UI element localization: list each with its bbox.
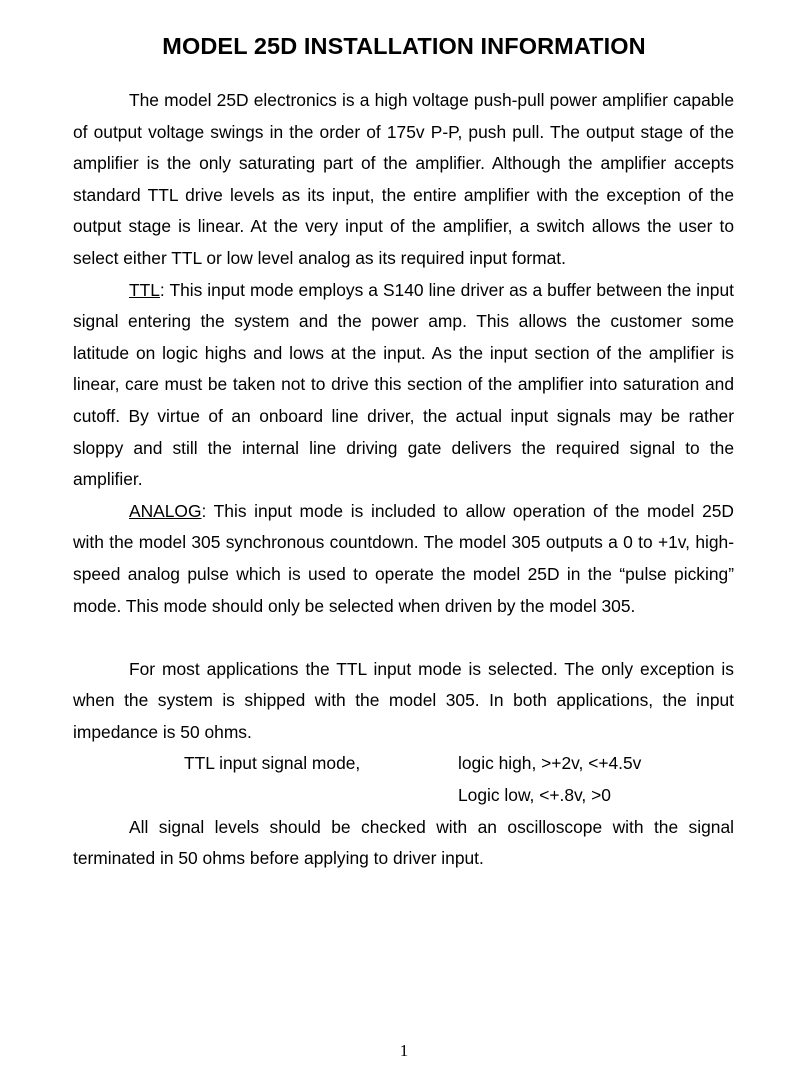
logic-high-spec: logic high, >+2v, <+4.5v [458, 753, 642, 774]
page-title: MODEL 25D INSTALLATION INFORMATION [162, 32, 646, 59]
analog-heading: ANALOG [129, 500, 202, 521]
closing-paragraph: All signal levels should be checked with an oscilloscope with the signal terminated in 50 ohms before applying to driver input. [73, 816, 734, 869]
signal-spec-low-row [73, 780, 734, 812]
intro-paragraph: The model 25D electronics is a high voltage push-pull power amplifier capable of output voltage swings in the order of 175v P-P, push pull. The output stage of the amplifier is the only saturating part of the amplifier. Although the amplifier accepts standard TTL drive levels as its input, the entire amplifier with the exception of the output stage is linear. At the very input of the amplifier, a switch allows the user to select either TTL or low level analog as its required input format. [73, 90, 734, 268]
logic-low-spec: Logic low, <+.8v, >0 [458, 785, 611, 806]
document-body [73, 85, 734, 875]
analog-description: : This input mode is included to allow operation of the model 25D with the model 305 synchronous countdown. The model 305 outputs a 0 to +1v, high-speed analog pulse which is used to operate the model 25D in the “pulse picking” mode. This mode should only be selected when driven by the model 305. [73, 500, 734, 616]
signal-mode-label: TTL input signal mode, [184, 753, 361, 774]
ttl-description: : This input mode employs a S140 line driver as a buffer between the input signal entering the system and the power amp. This allows the customer some latitude on logic highs and lows at the input. As the input section of the amplifier is linear, care must be taken not to drive this section of the amplifier into saturation and cutoff. By virtue of an onboard line driver, the actual input signals may be rather sloppy and still the internal line driving gate delivers the required signal to the amplifier. [73, 279, 734, 490]
analog-paragraph [73, 496, 734, 622]
signal-spec-high-row [73, 748, 734, 780]
page-number: 1 [399, 1041, 409, 1060]
applications-paragraph: For most applications the TTL input mode is selected. The only exception is when the system is shipped with the model 305. In both applications, the input impedance is 50 ohms. [73, 658, 734, 742]
ttl-heading: TTL [129, 279, 160, 300]
ttl-paragraph [73, 275, 734, 496]
